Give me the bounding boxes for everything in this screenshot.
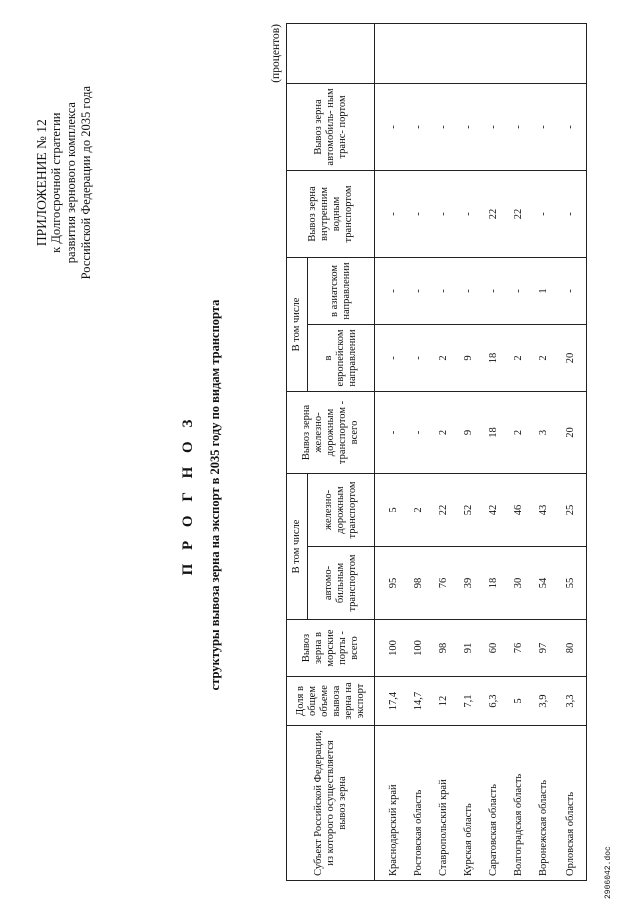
table-row bbox=[556, 23, 587, 880]
cell-empty bbox=[506, 23, 531, 83]
appendix-line-2: к Долгосрочной стратегии bbox=[49, 112, 63, 253]
cell-rail: 5 bbox=[375, 473, 407, 546]
header-region: Субъект Российской Федерации, из которого осуществляется вывоз зерна bbox=[287, 726, 375, 881]
cell-auto: 55 bbox=[556, 547, 587, 620]
cell-region: Волгоградская область bbox=[506, 726, 531, 881]
cell-europe: - bbox=[406, 324, 431, 391]
cell-auto: 54 bbox=[531, 547, 556, 620]
cell-rail-total: 2 bbox=[506, 391, 531, 473]
cell-europe: - bbox=[375, 324, 407, 391]
header-in-that-number-ports: В том числе bbox=[287, 473, 308, 619]
cell-europe: 20 bbox=[556, 324, 587, 391]
header-asia: в азиатском направлении bbox=[308, 257, 375, 324]
cell-water: 22 bbox=[506, 170, 531, 257]
table-row bbox=[481, 23, 506, 880]
cell-ports-total: 91 bbox=[456, 620, 481, 677]
cell-rail-total: 3 bbox=[531, 391, 556, 473]
header-rail: железно- дорожным транспортом bbox=[308, 473, 375, 546]
cell-share: 17,4 bbox=[375, 677, 407, 726]
cell-empty bbox=[481, 23, 506, 83]
cell-ports-total: 97 bbox=[531, 620, 556, 677]
cell-asia: 1 bbox=[531, 257, 556, 324]
cell-empty bbox=[431, 23, 456, 83]
cell-road: - bbox=[456, 83, 481, 170]
cell-empty bbox=[406, 23, 431, 83]
header-rail-total: Вывоз зерна железно- дорожным транспортом - всего bbox=[287, 391, 375, 473]
cell-rail-total: 2 bbox=[431, 391, 456, 473]
cell-asia: - bbox=[431, 257, 456, 324]
cell-region: Курская область bbox=[456, 726, 481, 881]
cell-ports-total: 98 bbox=[431, 620, 456, 677]
cell-asia: - bbox=[375, 257, 407, 324]
cell-road: - bbox=[556, 83, 587, 170]
appendix-number: ПРИЛОЖЕНИЕ № 12 bbox=[34, 119, 49, 247]
appendix-block bbox=[34, 86, 94, 279]
cell-rail-total: 20 bbox=[556, 391, 587, 473]
cell-road: - bbox=[506, 83, 531, 170]
table-row bbox=[431, 23, 456, 880]
cell-ports-total: 60 bbox=[481, 620, 506, 677]
appendix-line-3: развития зернового комплекса bbox=[64, 102, 78, 264]
header-empty bbox=[287, 23, 375, 83]
cell-share: 3,3 bbox=[556, 677, 587, 726]
header-in-that-number-rail: В том числе bbox=[287, 257, 308, 391]
cell-europe: 18 bbox=[481, 324, 506, 391]
header-water: Вывоз зерна внутренним водным транспортом bbox=[287, 170, 375, 257]
cell-water: 22 bbox=[481, 170, 506, 257]
cell-ports-total: 100 bbox=[406, 620, 431, 677]
cell-asia: - bbox=[481, 257, 506, 324]
cell-europe: 9 bbox=[456, 324, 481, 391]
document-subtitle: структуры вывоза зерна на экспорт в 2035 году по видам транспорта bbox=[208, 299, 222, 691]
cell-rail: 42 bbox=[481, 473, 506, 546]
header-share: Доля в общем объеме вывоза зерна на экспорт bbox=[287, 677, 375, 726]
cell-empty bbox=[531, 23, 556, 83]
cell-share: 7,1 bbox=[456, 677, 481, 726]
cell-share: 3,9 bbox=[531, 677, 556, 726]
cell-road: - bbox=[431, 83, 456, 170]
appendix-line-4: Российской Федерации до 2035 года bbox=[79, 86, 93, 280]
document-file-code: 2906042.doc bbox=[604, 846, 613, 899]
header-road: Вывоз зерна автомобиль- ным транс- портом bbox=[287, 83, 375, 170]
cell-empty bbox=[456, 23, 481, 83]
cell-rail-total: 9 bbox=[456, 391, 481, 473]
cell-asia: - bbox=[406, 257, 431, 324]
document-heading: П Р О Г Н О З bbox=[180, 414, 196, 576]
cell-rail: 2 bbox=[406, 473, 431, 546]
cell-asia: - bbox=[556, 257, 587, 324]
cell-rail-total: 18 bbox=[481, 391, 506, 473]
cell-auto: 95 bbox=[375, 547, 407, 620]
cell-ports-total: 80 bbox=[556, 620, 587, 677]
table-row bbox=[406, 23, 431, 880]
cell-ports-total: 76 bbox=[506, 620, 531, 677]
header-europe: в европейском направлении bbox=[308, 324, 375, 391]
forecast-table bbox=[286, 23, 587, 881]
table-row bbox=[506, 23, 531, 880]
cell-share: 6,3 bbox=[481, 677, 506, 726]
cell-water: - bbox=[531, 170, 556, 257]
table-row bbox=[456, 23, 481, 880]
cell-road: - bbox=[481, 83, 506, 170]
cell-road: - bbox=[406, 83, 431, 170]
header-ports-total: Вывоз зерна в морские порты - всего bbox=[287, 620, 375, 677]
cell-auto: 30 bbox=[506, 547, 531, 620]
cell-europe: 2 bbox=[531, 324, 556, 391]
cell-region: Ростовская область bbox=[406, 726, 431, 881]
cell-share: 14,7 bbox=[406, 677, 431, 726]
cell-region: Краснодарский край bbox=[375, 726, 407, 881]
cell-region: Орловская область bbox=[556, 726, 587, 881]
cell-rail: 22 bbox=[431, 473, 456, 546]
cell-auto: 76 bbox=[431, 547, 456, 620]
cell-auto: 18 bbox=[481, 547, 506, 620]
cell-asia: - bbox=[456, 257, 481, 324]
units-note: (процентов) bbox=[270, 24, 282, 83]
cell-region: Ставропольский край bbox=[431, 726, 456, 881]
cell-region: Воронежская область bbox=[531, 726, 556, 881]
cell-water: - bbox=[456, 170, 481, 257]
cell-europe: 2 bbox=[506, 324, 531, 391]
cell-share: 12 bbox=[431, 677, 456, 726]
cell-water: - bbox=[431, 170, 456, 257]
cell-rail: 52 bbox=[456, 473, 481, 546]
cell-region: Саратовская область bbox=[481, 726, 506, 881]
table-row bbox=[375, 23, 407, 880]
cell-rail-total: - bbox=[406, 391, 431, 473]
cell-auto: 39 bbox=[456, 547, 481, 620]
table-row bbox=[531, 23, 556, 880]
header-auto: автомо- бильным транспортом bbox=[308, 547, 375, 620]
cell-europe: 2 bbox=[431, 324, 456, 391]
cell-asia: - bbox=[506, 257, 531, 324]
cell-road: - bbox=[375, 83, 407, 170]
cell-ports-total: 100 bbox=[375, 620, 407, 677]
table-body bbox=[375, 23, 587, 880]
cell-rail: 43 bbox=[531, 473, 556, 546]
cell-water: - bbox=[375, 170, 407, 257]
cell-rail: 46 bbox=[506, 473, 531, 546]
cell-rail-total: - bbox=[375, 391, 407, 473]
cell-share: 5 bbox=[506, 677, 531, 726]
cell-empty bbox=[375, 23, 407, 83]
cell-road: - bbox=[531, 83, 556, 170]
cell-water: - bbox=[556, 170, 587, 257]
cell-empty bbox=[556, 23, 587, 83]
cell-auto: 98 bbox=[406, 547, 431, 620]
cell-rail: 25 bbox=[556, 473, 587, 546]
cell-water: - bbox=[406, 170, 431, 257]
title-block bbox=[178, 175, 223, 815]
